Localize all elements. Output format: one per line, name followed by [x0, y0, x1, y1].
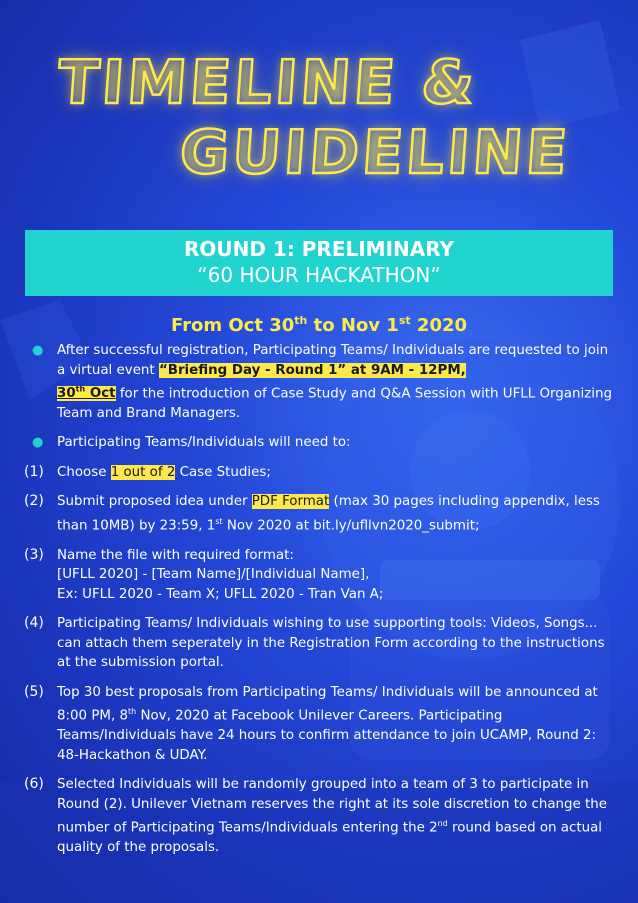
list-item: (6) Selected Individuals will be randomly grouped into a team of 3 to participate in Round (2). Unilever Vietnam reserves the right at its sole discretion to change the number of Participating Teams/Individuals entering the 2nd round based on actual quality of the proposals. [24, 776, 608, 856]
list-item: (5) Top 30 best proposals from Participating Teams/ Individuals will be announced at 8:00 PM, 8th Nov, 2020 at Facebook Unilever Careers. Participating Teams/Individuals have 24 hours to confirm attendance to join UCAMP, Round 2: 48-Hackathon & UDAY. [24, 683, 598, 763]
case-study-highlight: 1 out of 2 [110, 464, 176, 480]
title-line-1: TIMELINE & [55, 48, 480, 118]
list-item: ● Participating Teams/Individuals will need to: [24, 433, 614, 453]
round-subtitle: “60 HOUR HACKATHON” [197, 263, 441, 287]
list-item: ● After successful registration, Participating Teams/ Individuals are requested to join a virtual event “Briefing Day - Round 1” at 9AM - 12PM, 30th Oct for the introduction of Case Study and Q&A Session with UFLL Organizing Team and Brand Managers. [32, 343, 612, 421]
list-item: (2) Submit proposed idea under PDF Format (max 30 pages including appendix, less than 10MB) by 23:59, 1st Nov 2020 at bit.ly/ufllvn2020_submit; [24, 493, 600, 534]
list-item: (1) Choose 1 out of 2 Case Studies; [24, 463, 271, 480]
date-highlight: 30th Oct [57, 385, 116, 402]
briefing-day-highlight: “Briefing Day - Round 1” at 9AM - 12PM, [158, 362, 466, 378]
round-banner [25, 230, 613, 296]
title-line-2: GUIDELINE [177, 118, 573, 188]
pdf-format-highlight: PDF Format [251, 494, 330, 510]
guideline-list [24, 341, 614, 868]
list-item: (3) Name the file with required format: [UFLL 2020] - [Team Name]/[Individual Name], Ex: UFLL 2020 - Team X; UFLL 2020 - Tran Van A; [24, 546, 384, 602]
round-title: ROUND 1: PRELIMINARY [183, 237, 455, 261]
list-item: (4) Participating Teams/ Individuals wishing to use supporting tools: Videos, Songs... can attach them seperately in the Registration Form according to the instructions at the submission portal. [24, 615, 605, 671]
bullet-icon: ● [32, 343, 44, 358]
bullet-icon: ● [32, 435, 44, 451]
date-range: From Oct 30th to Nov 1st 2020 [170, 314, 468, 336]
